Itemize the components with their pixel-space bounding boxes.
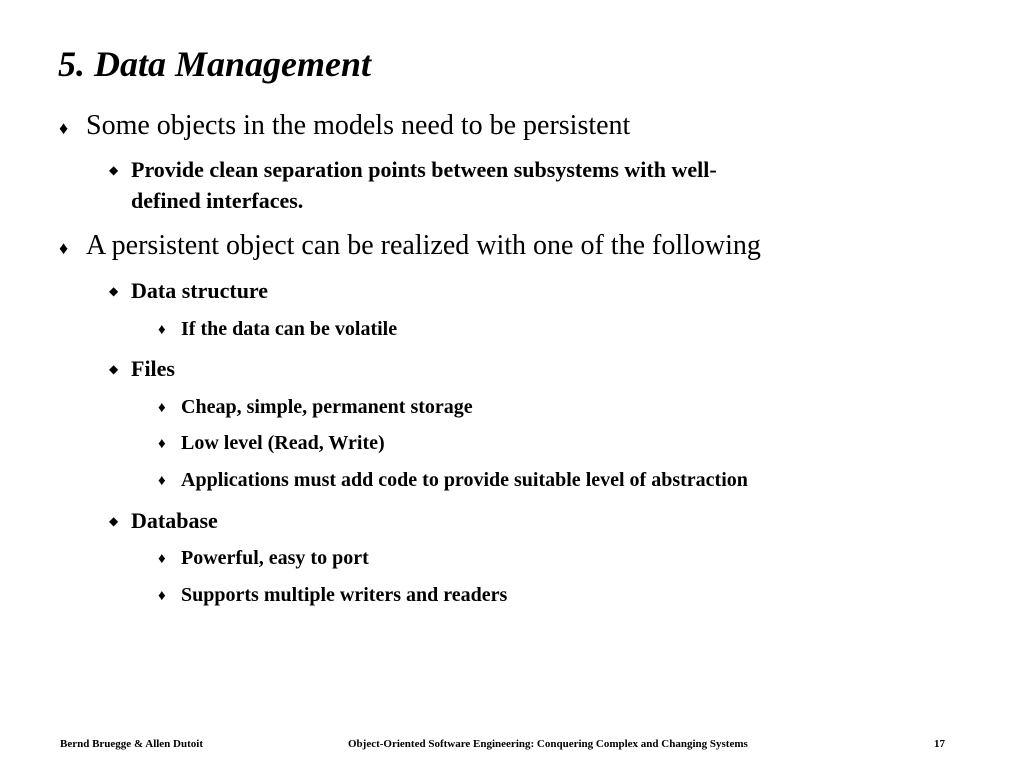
footer-book-title: Object-Oriented Software Engineering: Conquering Complex and Changing Systems (348, 738, 748, 750)
sub-sub-bullet-low-level (158, 430, 385, 456)
diamond-bullet-icon: ♦ (158, 322, 166, 338)
diamond-bullet-icon: ◆ (109, 362, 119, 376)
sub-sub-bullet-applications (158, 467, 748, 493)
diamond-bullet-icon: ◆ (109, 514, 119, 528)
sub-bullet-files (109, 354, 175, 384)
bullet-text: Data structure (131, 278, 269, 303)
diamond-bullet-icon: ♦ (59, 118, 69, 138)
bullet-text: Powerful, easy to port (181, 547, 369, 569)
footer-page-number: 17 (934, 738, 945, 750)
bullet-text: defined interfaces. (131, 188, 304, 213)
diamond-bullet-icon: ◆ (109, 163, 119, 177)
footer-authors: Bernd Bruegge & Allen Dutoit (60, 738, 203, 750)
bullet-text: If the data can be volatile (181, 318, 398, 340)
sub-bullet-clean-separation-cont (131, 186, 303, 216)
sub-sub-bullet-volatile (158, 316, 398, 342)
bullet-text: Low level (Read, Write) (181, 432, 385, 454)
diamond-bullet-icon: ♦ (158, 588, 166, 604)
bullet-text: Some objects in the models need to be persistent (86, 110, 631, 141)
diamond-bullet-icon: ♦ (158, 436, 166, 452)
diamond-bullet-icon: ◆ (109, 284, 119, 298)
bullet-text: Supports multiple writers and readers (181, 584, 508, 606)
bullet-realized-with (59, 229, 761, 263)
sub-bullet-database (109, 506, 218, 536)
sub-bullet-data-structure (109, 276, 269, 306)
bullet-text: Cheap, simple, permanent storage (181, 396, 473, 418)
diamond-bullet-icon: ♦ (59, 238, 69, 258)
bullet-text: Provide clean separation points between subsystems with well- (131, 157, 717, 182)
diamond-bullet-icon: ♦ (158, 551, 166, 567)
diamond-bullet-icon: ♦ (158, 400, 166, 416)
bullet-persistent-objects (59, 109, 631, 143)
bullet-text: Files (131, 356, 175, 381)
bullet-text: Database (131, 508, 218, 533)
slide-title: 5. Data Management (58, 44, 372, 84)
sub-bullet-clean-separation (109, 155, 717, 185)
diamond-bullet-icon: ♦ (158, 473, 166, 489)
sub-sub-bullet-cheap (158, 394, 473, 420)
bullet-text: A persistent object can be realized with one of the following (86, 230, 761, 261)
bullet-text: Applications must add code to provide suitable level of abstraction (181, 469, 748, 491)
sub-sub-bullet-supports (158, 582, 508, 608)
sub-sub-bullet-powerful (158, 545, 369, 571)
